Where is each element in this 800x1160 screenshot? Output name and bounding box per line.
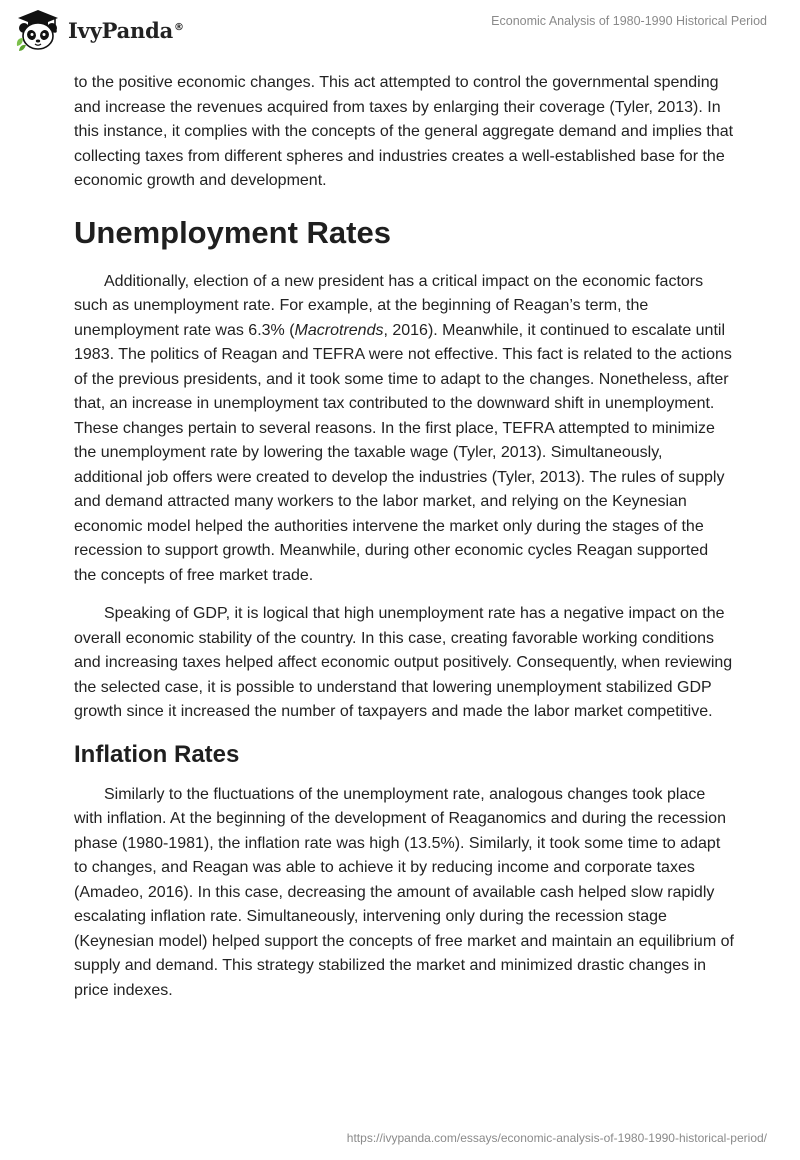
inflation-paragraph-1: Similarly to the fluctuations of the unemployment rate, analogous changes took place with inflation. At the beginning of the development of Reaganomics and during the recession phase (1980-1981), the inflation rate was high (13.5%). Similarly, it took some time to adapt to changes, and Reagan was able to achieve it by reducing income and corporate taxes (Amadeo, 2016). In this case, decreasing the amount of available cash helped slow rapidly escalating inflation rate. Simultaneously, intervening only during the recession stage (Keynesian model) helped support the concepts of free market and maintain an equilibrium of supply and demand. This strategy stabilized the market and minimized drastic changes in price indexes. <box>74 785 734 999</box>
unemployment-paragraph-2: Speaking of GDP, it is logical that high unemployment rate has a negative impact on the overall economic stability of the country. In this case, creating favorable working conditions and increasing taxes helped affect economic output positively. Consequently, when reviewing the selected case, it is possible to understand that lowering unemployment stabilized GDP growth since it increased the number of taxpayers and made the labor market competitive. <box>74 605 733 720</box>
article-body <box>74 71 734 1003</box>
ivypanda-logo[interactable] <box>14 8 184 52</box>
section-heading-unemployment: Unemployment Rates <box>74 214 391 250</box>
citation-italic: Macrotrends <box>294 321 384 339</box>
page-header <box>0 0 800 64</box>
source-url[interactable]: https://ivypanda.com/essays/economic-analysis-of-1980-1990-historical-period/ <box>346 1131 767 1145</box>
brand-name: IvyPanda® <box>68 17 184 43</box>
unemployment-p1-text-b: , 2016). Meanwhile, it continued to escalate until 1983. The politics of Reagan and TEFRA were not effective. This fact is related to the actions of the previous presidents, and it took some time to adapt to the changes. Nonetheless, after that, an increase in unemployment tax contributed to the downward shift in unemployment. These changes pertain to several reasons. In the first place, TEFRA attempted to minimize the unemployment rate by lowering the taxable wage (Tyler, 2013). Simultaneously, additional job offers were created to develop the industries (Tyler, 2013). The rules of supply and demand attracted many workers to the labor market, and relying on the Keynesian economic model helped the authorities intervene the market only during the stages of the recession to support growth. Meanwhile, during other economic cycles Reagan supported the concepts of free market trade. <box>74 321 732 584</box>
panda-graduate-icon <box>14 8 62 52</box>
unemployment-paragraph-1 <box>74 270 734 589</box>
registered-mark: ® <box>174 21 184 33</box>
unemployment-p1-text-a: Additionally, election of a new president has a critical impact on the economic factors such as unemployment rate. For example, at the beginning of Reagan’s term, the unemployment rate was 6.3% ( <box>74 272 704 339</box>
document-title: Economic Analysis of 1980-1990 Historical Period <box>491 14 767 28</box>
section-heading-inflation: Inflation Rates <box>74 740 240 768</box>
intro-paragraph: to the positive economic changes. This act attempted to control the governmental spending and increase the revenues acquired from taxes by enlarging their coverage (Tyler, 2013). In this instance, it complies with the concepts of the general aggregate demand and implies that collecting taxes from different spheres and industries creates a well-established base for the economic growth and development. <box>74 74 734 189</box>
